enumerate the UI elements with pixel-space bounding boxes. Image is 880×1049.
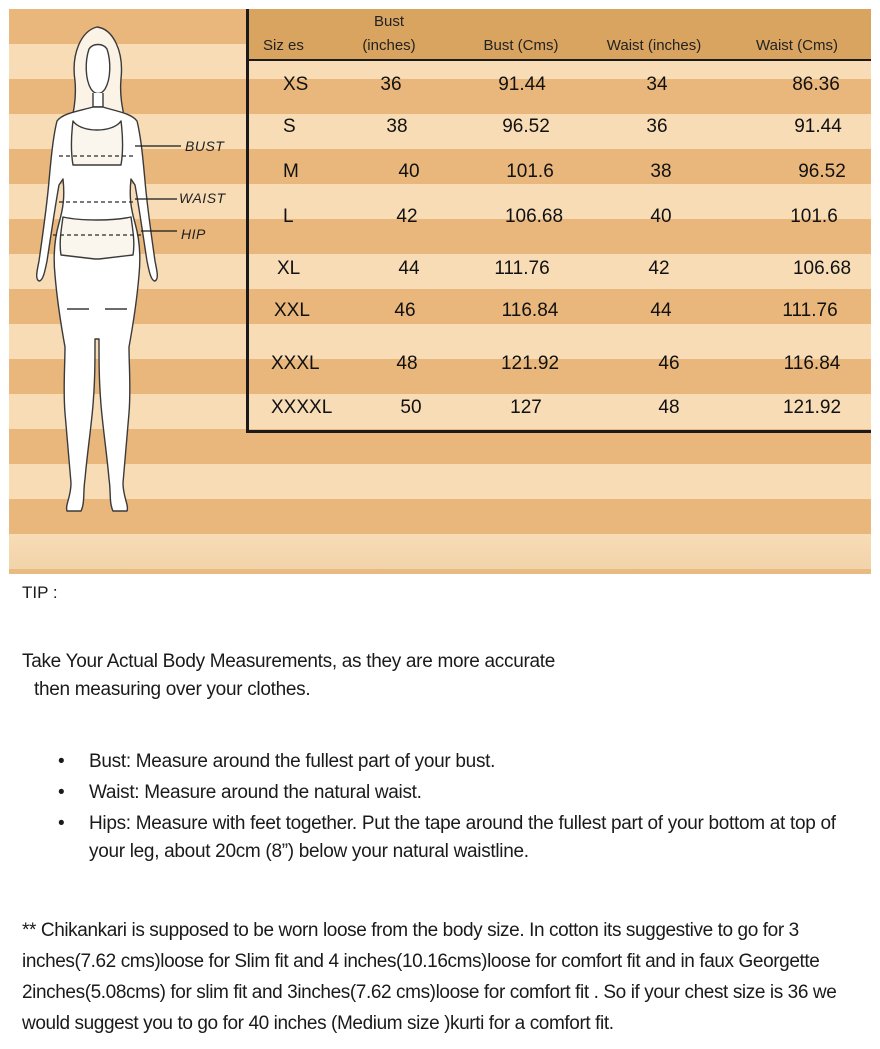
size-cell: XXL bbox=[274, 300, 310, 321]
table-row bbox=[249, 289, 871, 333]
table-row bbox=[249, 63, 871, 107]
bust-cms-cell: 91.44 bbox=[498, 74, 546, 95]
waist-cms-cell: 91.44 bbox=[794, 116, 842, 137]
waist-cms-cell: 116.84 bbox=[783, 353, 841, 374]
header-bust-cms: Bust (Cms) bbox=[483, 37, 559, 54]
chikankari-fit-note: ** Chikankari is supposed to be worn loose from the body size. In cotton its suggestive to go for 3 inches(7.62 cms)loose for Slim fit and 4 inches(10.16cms)loose for comfort fit and in faux Georgette 2inches(5.08cms) for slim fit and 3inches(7.62 cms)loose for comfort fit . So if your chest size is 36 we would suggest you to go for 40 inches (Medium size )kurti for a comfort fit. bbox=[22, 920, 837, 1034]
bust-inches-cell: 44 bbox=[398, 258, 420, 279]
bust-cms-cell: 121.92 bbox=[500, 353, 560, 374]
waist-cms-cell: 111.76 bbox=[782, 300, 838, 321]
bullet-text-hips: Hips: Measure with feet together. Put the tape around the fullest part of your bottom at top of your leg, about 20cm (8”) below your natural waistline. bbox=[89, 813, 836, 862]
header-sizes: Siz es bbox=[263, 37, 304, 54]
measurement-bullets bbox=[58, 748, 858, 869]
table-row bbox=[249, 195, 871, 239]
hip-label: HIP bbox=[181, 226, 206, 242]
header-waist-cms: Waist (Cms) bbox=[756, 37, 838, 54]
bust-inches-cell: 38 bbox=[386, 116, 408, 137]
size-cell: XS bbox=[283, 74, 309, 95]
waist-inches-cell: 38 bbox=[650, 161, 672, 182]
size-cell: XL bbox=[277, 258, 301, 279]
waist-inches-cell: 40 bbox=[650, 206, 672, 227]
header-bust-inches-bottom: (inches) bbox=[362, 37, 416, 54]
measurement-intro bbox=[22, 648, 555, 704]
intro-line-1: Take Your Actual Body Measurements, as they are more accurate bbox=[22, 651, 555, 672]
bust-cms-cell: 111.76 bbox=[494, 258, 550, 279]
waist-inches-cell: 48 bbox=[658, 397, 680, 418]
bullet-text-bust: Bust: Measure around the fullest part of your bust. bbox=[89, 751, 496, 772]
waist-cms-cell: 101.6 bbox=[790, 206, 838, 227]
bullet-icon: • bbox=[58, 813, 65, 834]
list-item bbox=[58, 810, 858, 866]
bust-cms-cell: 106.68 bbox=[504, 206, 564, 227]
waist-cms-cell: 96.52 bbox=[798, 161, 846, 182]
bust-inches-cell: 46 bbox=[394, 300, 416, 321]
waist-cms-cell: 106.68 bbox=[792, 258, 852, 279]
table-row bbox=[249, 342, 871, 386]
bullet-icon: • bbox=[58, 751, 65, 772]
header-bust-inches-top: Bust bbox=[373, 13, 404, 30]
table-row bbox=[249, 247, 871, 291]
waist-inches-cell: 36 bbox=[646, 116, 668, 137]
body-silhouette-icon bbox=[9, 9, 249, 574]
waist-inches-cell: 46 bbox=[658, 353, 680, 374]
size-cell: S bbox=[283, 116, 296, 137]
intro-line-2: then measuring over your clothes. bbox=[34, 679, 311, 700]
size-cell: XXXXL bbox=[271, 397, 333, 418]
size-cell: XXXL bbox=[271, 353, 320, 374]
table-row bbox=[249, 150, 871, 194]
bust-cms-cell: 116.84 bbox=[501, 300, 559, 321]
table-header-row bbox=[249, 9, 871, 61]
size-table bbox=[246, 9, 871, 433]
waist-cms-cell: 121.92 bbox=[782, 397, 842, 418]
waist-cms-cell: 86.36 bbox=[792, 74, 840, 95]
bust-cms-cell: 101.6 bbox=[506, 161, 554, 182]
list-item bbox=[58, 779, 858, 807]
panel-bottom-shade bbox=[9, 534, 871, 574]
bust-inches-cell: 50 bbox=[400, 397, 422, 418]
table-row bbox=[249, 105, 871, 149]
size-chart-panel bbox=[9, 9, 871, 574]
waist-label: WAIST bbox=[179, 190, 226, 206]
body-figure bbox=[9, 9, 249, 574]
waist-inches-cell: 44 bbox=[650, 300, 672, 321]
tip-title: TIP : bbox=[22, 583, 58, 602]
bust-inches-cell: 42 bbox=[396, 206, 418, 227]
bullet-icon: • bbox=[58, 782, 65, 803]
waist-inches-cell: 34 bbox=[646, 74, 668, 95]
header-waist-inches: Waist (inches) bbox=[606, 37, 702, 54]
size-cell: L bbox=[283, 206, 294, 227]
bust-inches-cell: 36 bbox=[380, 74, 402, 95]
bust-inches-cell: 48 bbox=[396, 353, 418, 374]
waist-inches-cell: 42 bbox=[648, 258, 670, 279]
bust-cms-cell: 127 bbox=[510, 397, 542, 418]
bullet-text-waist: Waist: Measure around the natural waist. bbox=[89, 782, 422, 803]
list-item bbox=[58, 748, 858, 776]
bust-label: BUST bbox=[185, 138, 225, 154]
bust-inches-cell: 40 bbox=[398, 161, 420, 182]
size-cell: M bbox=[283, 161, 299, 182]
bust-cms-cell: 96.52 bbox=[502, 116, 550, 137]
table-row bbox=[249, 386, 871, 430]
